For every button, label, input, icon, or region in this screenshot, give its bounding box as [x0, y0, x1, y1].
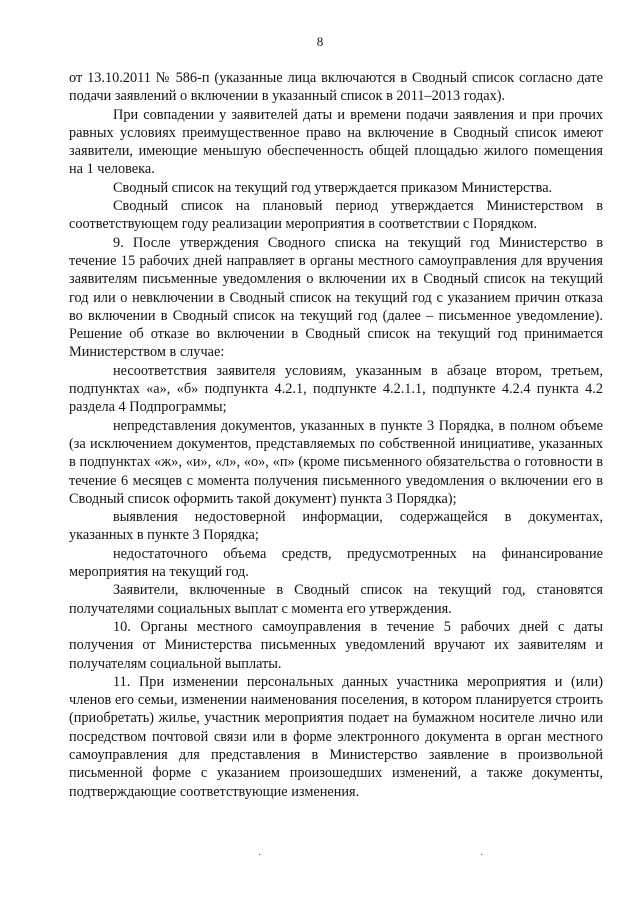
paragraph-item-11: 11. При изменении персональных данных участника мероприятия и (или) членов его семьи, изменении наименования поселения, в котором планируется строить (приобретать) жилье, участник мероприятия подает на бумажном носителе лично или посредством почтовой связи или в форме электронного документа в орган местного самоуправления для представления в Министерство заявление в произвольной письменной форме с указанием произошедших изменений, а также документы, подтверждающие соответствующие изменения.	[69, 673, 603, 800]
paragraph-continuation: от 13.10.2011 № 586-п (указанные лица включаются в Сводный список согласно дате подачи заявлений о включении в указанный список в 2011–2013 годах).	[69, 70, 603, 105]
refusal-reason-missing-documents: непредставления документов, указанных в пункте 3 Порядка, в полном объеме (за исключением документов, представляемых по собственной инициативе, указанных в подпунктах «ж», «и», «л», «о», «п» (кроме письменного обязательства о готовности в течение 6 месяцев с момента получения письменного уведомления о включении его в Сводный список оформить такой документ) пункта 3 Порядка);	[69, 417, 603, 507]
document-body	[69, 69, 603, 801]
page-number: 8	[316, 34, 324, 49]
refusal-reason-false-information: выявления недостоверной информации, содержащейся в документах, указанных в пункте 3 Порядка;	[69, 509, 603, 544]
paragraph-item-10: 10. Органы местного самоуправления в течение 5 рабочих дней с даты получения от Министерства письменных уведомлений вручают их заявителям и получателям социальной выплаты.	[69, 618, 603, 672]
refusal-reason-insufficient-funds: недостаточного объема средств, предусмотренных на финансирование мероприятия на текущий год.	[69, 545, 603, 581]
paragraph-item-9: 9. После утверждения Сводного списка на текущий год Министерство в течение 15 рабочих дней направляет в органы местного самоуправления для вручения заявителям письменные уведомления о включении их в Сводный список на текущий год или о невключении в Сводный список на текущий год с указанием причин отказа во включении в Сводный список на текущий год (далее – письменное уведомление). Решение об отказе во включении в Сводный список на текущий год принимается Министерством в случае:	[69, 234, 603, 361]
scan-mark-left: ·	[258, 850, 262, 861]
refusal-reason-nonconformity: несоответствия заявителя условиям, указанным в абзаце втором, третьем, подпунктах «а», «б» подпункта 4.2.1, подпункте 4.2.1.1, подпункте 4.2.4 пункта 4.2 раздела 4 Подпрограммы;	[69, 362, 603, 416]
paragraph-recipients: Заявители, включенные в Сводный список на текущий год, становятся получателями социальных выплат с момента его утверждения.	[69, 582, 603, 617]
scan-mark-right: ·	[480, 850, 484, 861]
paragraph-priority-right: При совпадении у заявителей даты и времени подачи заявления и при прочих равных условиях преимущественное право на включение в Сводный список имеют заявители, имеющие меньшую обеспеченность общей площадью жилого помещения на 1 человека.	[69, 106, 603, 178]
paragraph-planned-period-approval: Сводный список на плановый период утверждается Министерством в соответствующем году реализации мероприятия в соответствии с Порядком.	[69, 198, 603, 233]
paragraph-current-year-approval: Сводный список на текущий год утверждается приказом Министерства.	[113, 179, 553, 196]
